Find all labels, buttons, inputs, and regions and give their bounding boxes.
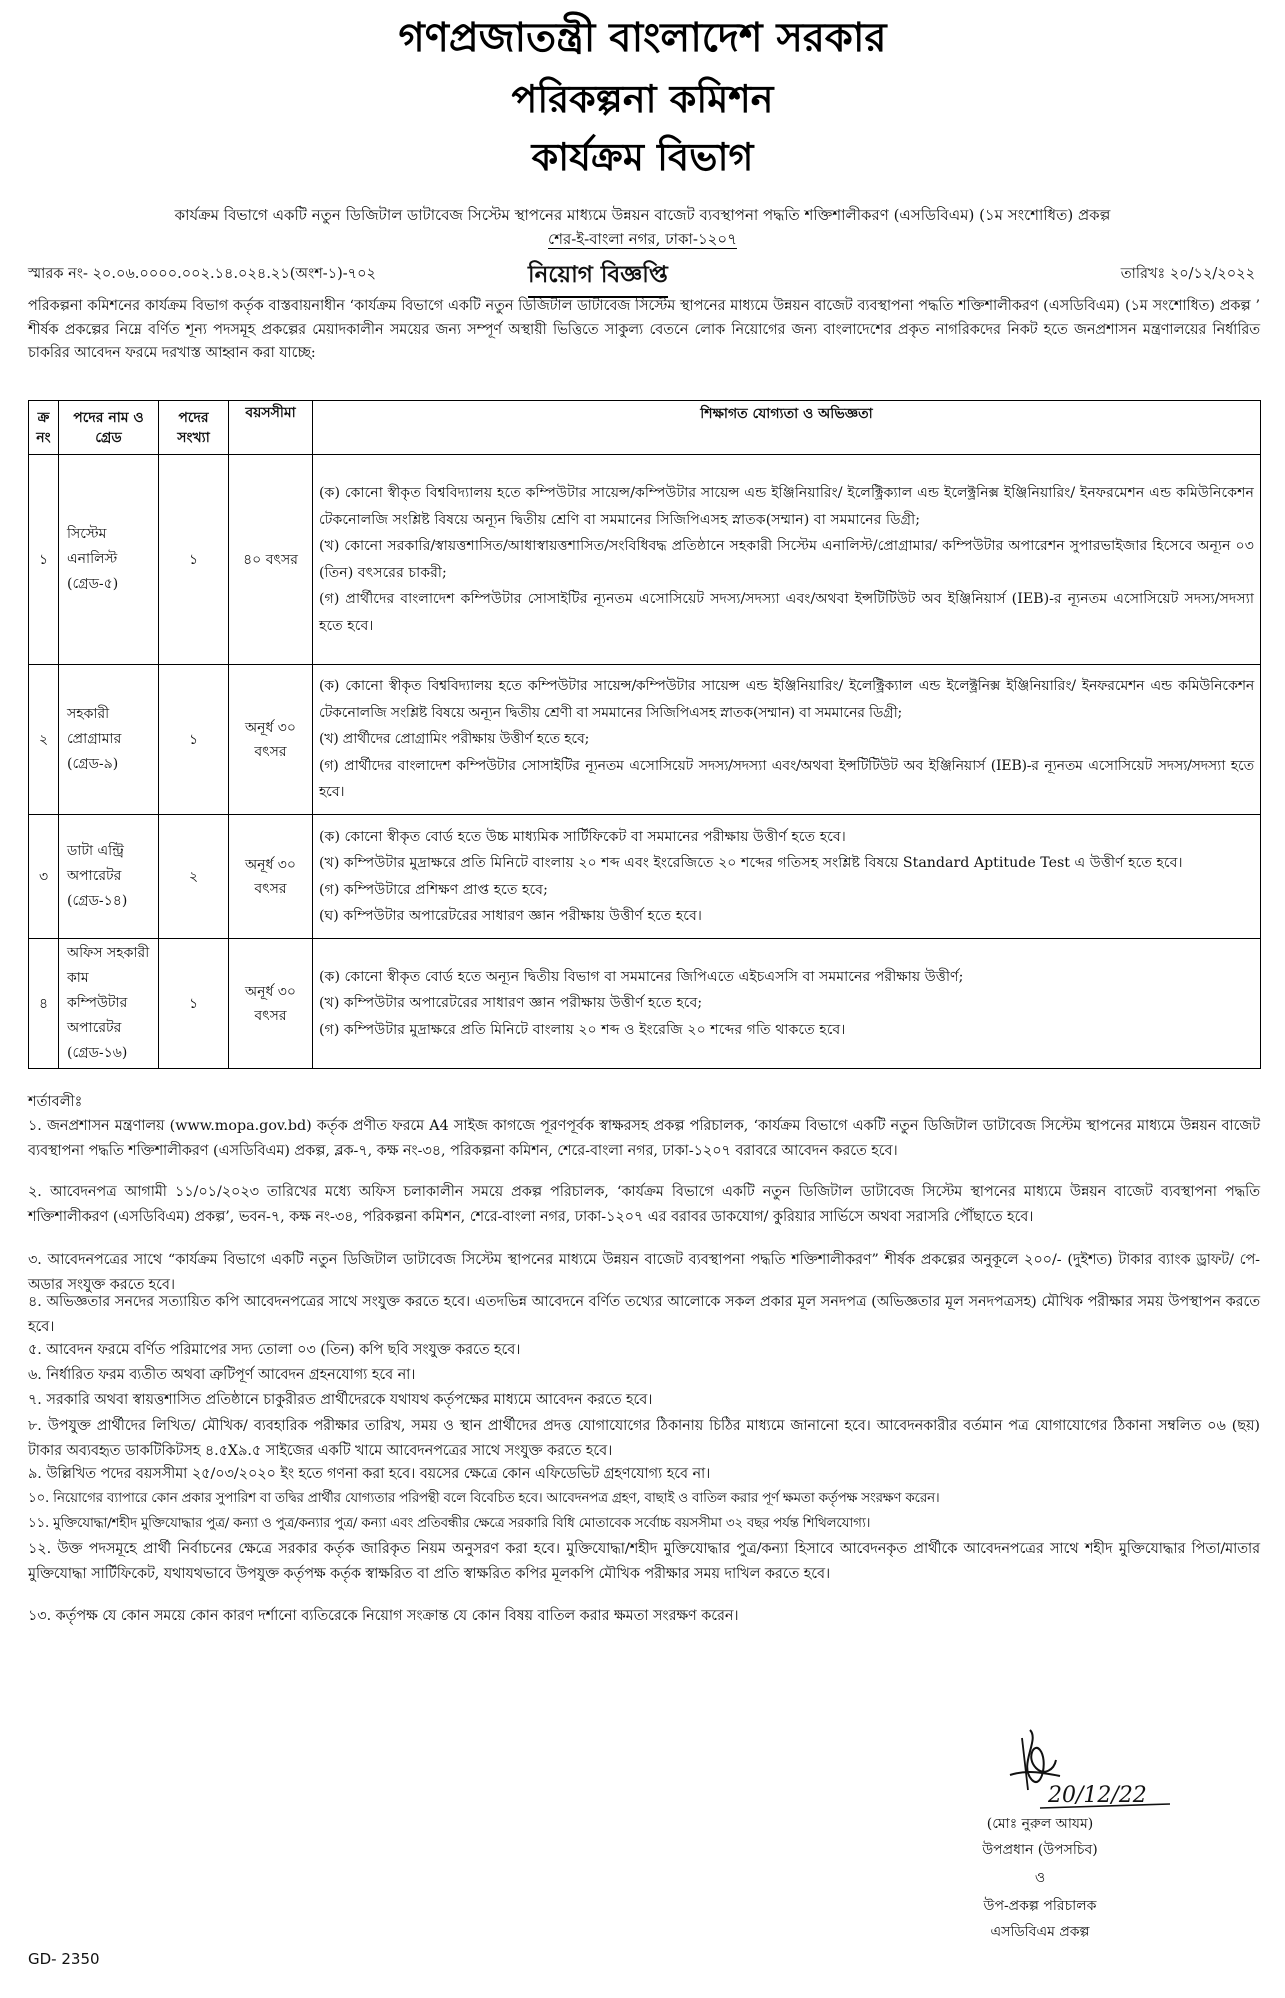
- signatory-and: ও: [1034, 1870, 1046, 1886]
- condition-item: ৬. নির্ধারিত ফরম ব্যতীত অথবা ত্রুটিপূর্ণ আবেদন গ্রহনযোগ্য হবে না।: [28, 1367, 416, 1383]
- address: [0, 228, 1285, 253]
- division-title: কার্যক্রম বিভাগ: [531, 135, 754, 179]
- post-line: (গ্রেড-১৪): [67, 893, 128, 909]
- row-count: ২: [159, 815, 229, 939]
- condition-item: ৭. সরকারি অথবা স্বায়ত্তশাসিত প্রতিষ্ঠানে চাকুরীরত প্রার্থীদেরকে যথাযথ কর্তৃপক্ষের মাধ্যমে আবেদন করতে হবে।: [28, 1392, 653, 1408]
- signatory-designation: উপপ্রধান (উপসচিব): [982, 1842, 1098, 1858]
- table-header-row: [29, 401, 1261, 455]
- post-line: অফিস সহকারী: [67, 945, 150, 961]
- condition-item: ৫. আবেদন ফরমে বর্ণিত পরিমাপের সদ্য তোলা ০৩ (তিন) কপি ছবি সংযুক্ত করতে হবে।: [28, 1342, 521, 1358]
- conditions-title: শর্তাবলীঃ: [28, 1094, 83, 1110]
- requirement-item: (ঘ) কম্পিউটার অপারেটরের সাধারণ জ্ঞান পরীক্ষায় উত্তীর্ণ হতে হবে।: [319, 908, 702, 924]
- row-post: [59, 815, 159, 939]
- requirement-item: (ক) কোনো স্বীকৃত বিশ্ববিদ্যালয় হতে কম্পিউটার সায়েন্স/কম্পিউটার সায়েন্স এন্ড ইঞ্জিনিয়ারিং/ ইলেক্ট্রিক্যাল এন্ড ইলেক্ট্রনিক্স ইঞ্জিনিয়ারিং/ ইনফরমেশন এন্ড কমিউনিকেশন টেকনোলজি সংশ্লিষ্ট বিষয়ে অন্যূন দ্বিতীয় শ্রেণি বা সমমানের সিজিপিএসহ স্নাতক(সম্মান) বা সমমানের ডিগ্রী;: [319, 485, 1254, 528]
- post-line: এনালিস্ট: [67, 551, 118, 567]
- condition-item: ২. আবেদনপত্র আগামী ১১/০১/২০২৩ তারিখের মধ্যে অফিস চলাকালীন সময়ে প্রকল্প পরিচালক, ‘কার্যক্রম বিভাগে একটি নতুন ডিজিটাল ডাটাবেজ সিস্টেম স্থাপনের মাধ্যমে উন্নয়ন বাজেট ব্যবস্থাপনা পদ্ধতি শক্তিশালীকরণ (এসডিবিএম) প্রকল্প’, ভবন-৭, কক্ষ নং-৩৪, পরিকল্পনা কমিশন, শেরে-বাংলা নগর, ঢাকা-১২০৭ এর বরাবর ডাকযোগ/ কুরিয়ার সার্ভিসে অথবা সরাসরি পৌঁছাতে হবে।: [28, 1184, 1260, 1225]
- condition-item: ৪. অভিজ্ঞতার সনদের সত্যায়িত কপি আবেদনপত্রের সাথে সংযুক্ত করতে হবে। এতদভিন্ন আবেদনে বর্ণিত তথ্যের আলোকে সকল প্রকার মূল সনদপত্র (অভিজ্ঞতার মূল সনদপত্রসহ) মৌখিক পরীক্ষার সময় উপস্থাপন করতে হবে।: [28, 1294, 1260, 1335]
- signatory-name: (মোঃ নুরুল আযম): [986, 1816, 1094, 1832]
- header-requirements: শিক্ষাগত যোগ্যতা ও অভিজ্ঞতা: [313, 401, 1261, 455]
- signature-image: [970, 1720, 1190, 1815]
- post-line: (গ্রেড-৯): [67, 756, 119, 772]
- requirement-item: (গ) কম্পিউটার মুদ্রাক্ষরে প্রতি মিনিটে বাংলায় ২০ শব্দ ও ইংরেজি ২০ শব্দের গতি থাকতে হবে।: [319, 1021, 846, 1038]
- post-line: (গ্রেড-৫): [67, 576, 119, 592]
- row-age: [229, 815, 313, 939]
- table-row: [29, 665, 1261, 815]
- condition-item: ১১. মুক্তিযোদ্ধা/শহীদ মুক্তিযোদ্ধার পুত্র/ কন্যা ও পুত্র/কন্যার পুত্র/ কন্যা এবং প্রতিবন্ধীর ক্ষেত্রে সরকারি বিধি মোতাবেক সর্বোচ্চ বয়সসীমা ৩২ বছর পর্যন্ত শিথিলযোগ্য।: [28, 1516, 871, 1531]
- intro-paragraph: পরিকল্পনা কমিশনের কার্যক্রম বিভাগ কর্তৃক বাস্তবায়নাধীন ‘কার্যক্রম বিভাগে একটি নতুন ডিজিটাল ডাটাবেজ সিস্টেম স্থাপনের মাধ্যমে উন্নয়ন বাজেট ব্যবস্থাপনা পদ্ধতি শক্তিশালীকরণ (এসডিবিএম) (১ম সংশোধিত) প্রকল্প ’ শীর্ষক প্রকল্পের নিম্নে বর্ণিত শূন্য পদসমূহ প্রকল্পের মেয়াদকালীন সময়ের জন্য সম্পূর্ণ অস্থায়ী ভিত্তিতে সাকুল্য বেতনে লোক নিয়োগের জন্য বাংলাদেশের প্রকৃত নাগরিকদের নিকট হতে জনপ্রশাসন মন্ত্রণালয়ের নির্ধারিত চাকরির আবেদন ফরমে দরখাস্ত আহ্বান করা যাচ্ছে:: [28, 298, 1260, 361]
- row-serial: ২: [29, 665, 59, 815]
- post-line: প্রোগ্রামার: [67, 731, 122, 747]
- row-requirements: [313, 939, 1261, 1069]
- job-table: [28, 400, 1261, 1069]
- post-line: কম্পিউটার: [67, 995, 128, 1011]
- row-age: [229, 665, 313, 815]
- age-line: বৎসর: [254, 1007, 287, 1024]
- condition-item: ৯. উল্লিখিত পদের বয়সসীমা ২৫/০৩/২০২০ ইং হতে গণনা করা হবে। বয়সের ক্ষেত্রে কোন এফিডেভিট গ্রহণযোগ্য হবে না।: [28, 1466, 711, 1482]
- signatory-project: এসডিবিএম প্রকল্প: [990, 1924, 1090, 1940]
- condition-item: ৮. উপযুক্ত প্রার্থীদের লিখিত/ মৌখিক/ ব্যবহারিক পরীক্ষার তারিখ, সময় ও স্থান প্রার্থীদের প্রদত্ত যোগাযোগের ঠিকানায় চিঠির মাধ্যমে জানানো হবে। আবেদনকারীর বর্তমান পত্র যোগাযোগের ঠিকানা সম্বলিত ০৬ (ছয়) টাকার অব্যবহৃত ডাকটিকিটসহ ৪.৫X৯.৫ সাইজের একটি খামে আবেদনপত্রের সাথে সংযুক্ত করতে হবে।: [28, 1418, 1260, 1459]
- requirement-item: (ক) কোনো স্বীকৃত বোর্ড হতে অন্যূন দ্বিতীয় বিভাগ বা সমমানের জিপিএতে এইচএসসি বা সমমানের পরীক্ষায় উত্তীর্ণ;: [319, 968, 964, 985]
- row-count: ১: [159, 665, 229, 815]
- notice-date: তারিখঃ ২০/১২/২০২২: [1120, 266, 1255, 282]
- requirement-item: (গ) প্রার্থীদের বাংলাদেশ কম্পিউটার সোসাইটির ন্যূনতম এসোসিয়েট সদস্য/সদস্যা এবং/অথবা ইন্সটিটিউট অব ইঞ্জিনিয়ার্স (IEB)-র ন্যূনতম এসোসিয়েট সদস্য/সদস্যা হতে হবে।: [319, 757, 1254, 801]
- requirement-item: (ক) কোনো স্বীকৃত বোর্ড হতে উচ্চ মাধ্যমিক সার্টিফিকেট বা সমমানের পরীক্ষায় উত্তীর্ণ হতে হবে।: [319, 828, 846, 845]
- row-requirements: [313, 665, 1261, 815]
- requirement-item: (খ) কম্পিউটার অপারেটরের সাধারণ জ্ঞান পরীক্ষায় উত্তীর্ণ হতে হবে;: [319, 995, 703, 1012]
- condition-item: ৩. আবেদনপত্রের সাথে “কার্যক্রম বিভাগে একটি নতুন ডিজিটাল ডাটাবেজ সিস্টেম স্থাপনের মাধ্যমে উন্নয়ন বাজেট ব্যবস্থাপনা পদ্ধতি শক্তিশালীকরণ” শীর্ষক প্রকল্পের অনুকূলে ২০০/- (দুইশত) টাকার ব্যাংক ড্রাফট/ পে-অডার সংযুক্ত করতে হবে।: [28, 1252, 1260, 1293]
- header-serial: ক্র নং: [29, 401, 59, 455]
- signatory-role: উপ-প্রকল্প পরিচালক: [983, 1898, 1097, 1914]
- requirement-item: (খ) কোনো সরকারি/স্বায়ত্তশাসিত/আধাস্বায়ত্তশাসিত/সংবিধিবদ্ধ প্রতিষ্ঠানে সহকারী সিস্টেম এনালিস্ট/প্রোগ্রামার/ কম্পিউটার অপারেশন সুপারভাইজার হিসেবে অন্যূন ০৩ (তিন) বৎসরের চাকরী;: [319, 538, 1254, 581]
- post-line: (গ্রেড-১৬): [67, 1045, 128, 1061]
- signature-date: 20/12/22: [1048, 1783, 1147, 1808]
- requirement-item: (খ) কম্পিউটার মুদ্রাক্ষরে প্রতি মিনিটে বাংলায় ২০ শব্দ এবং ইংরেজিতে ২০ শব্দের গতিসহ সংশ্লিষ্ট বিষয়ে Standard Aptitude Test এ উত্তীর্ণ হতে হবে।: [319, 855, 1183, 871]
- memo-number: স্মারক নং- ২০.০৬.০০০০.০০২.১৪.০২৪.২১(অংশ-১)-৭০২: [28, 266, 376, 282]
- post-line: কাম: [67, 970, 89, 986]
- commission-title: পরিকল্পনা কমিশন: [511, 77, 774, 121]
- post-line: অপারেটর: [67, 868, 122, 884]
- age-line: অনূর্ধ ৩০: [245, 719, 296, 736]
- post-line: সহকারী: [67, 706, 110, 722]
- condition-item: ১২. উক্ত পদসমূহে প্রার্থী নির্বাচনের ক্ষেত্রে সরকার কর্তৃক জারিকৃত নিয়ম অনুসরণ করা হবে। মুক্তিযোদ্ধা/শহীদ মুক্তিযোদ্ধার পুত্র/কন্যা হিসাবে আবেদনকৃত প্রার্থীকে আবেদনপত্রের সাথে শহীদ মুক্তিযোদ্ধার পিতা/মাতার মুক্তিযোদ্ধা সার্টিফিকেট, যথাযথভাবে উপযুক্ত কর্তৃপক্ষ কর্তৃক স্বাক্ষরিত বা প্রতি স্বাক্ষরিত কপির মূলকপি মৌখিক পরীক্ষার সময় দাখিল করতে হবে।: [28, 1541, 1260, 1582]
- footer-code: GD- 2350: [28, 1950, 100, 1968]
- government-title: গণপ্রজাতন্ত্রী বাংলাদেশ সরকার: [398, 15, 887, 61]
- requirement-item: (গ) কম্পিউটারে প্রশিক্ষণ প্রাপ্ত হতে হবে;: [319, 881, 548, 898]
- row-serial: ৩: [29, 815, 59, 939]
- requirement-item: (গ) প্রার্থীদের বাংলাদেশ কম্পিউটার সোসাইটির ন্যূনতম এসোসিয়েট সদস্য/সদস্যা এবং/অথবা ইন্সটিটিউট অব ইঞ্জিনিয়ার্স (IEB)-র ন্যূনতম এসোসিয়েট সদস্য/সদস্যা হতে হবে।: [319, 591, 1254, 634]
- header-count: পদের সংখ্যা: [159, 401, 229, 455]
- job-table-body: [29, 455, 1261, 1069]
- condition-item: ১. জনপ্রশাসন মন্ত্রণালয় (www.mopa.gov.bd) কর্তৃক প্রণীত ফরমে A4 সাইজ কাগজে পূরণপূর্বক স্বাক্ষরসহ প্রকল্প পরিচালক, ‘কার্যক্রম বিভাগে একটি নতুন ডিজিটাল ডাটাবেজ সিস্টেম স্থাপনের মাধ্যমে উন্নয়ন বাজেট ব্যবস্থাপনা পদ্ধতি শক্তিশালীকরণ (এসডিবিএম) প্রকল্প, ব্লক-৭, কক্ষ নং-৩৪, পরিকল্পনা কমিশন, শেরে-বাংলা নগর, ঢাকা-১২০৭ বরাবরে আবেদন করতে হবে।: [28, 1118, 1260, 1159]
- address-text: শের-ই-বাংলা নগর, ঢাকা-১২০৭: [548, 230, 737, 248]
- requirement-item: (ক) কোনো স্বীকৃত বিশ্ববিদ্যালয় হতে কম্পিউটার সায়েন্স/কম্পিউটার সায়েন্স এন্ড ইঞ্জিনিয়ারিং/ ইলেক্ট্রিক্যাল এন্ড ইলেক্ট্রনিক্স ইঞ্জিনিয়ারিং/ ইনফরমেশন এন্ড কমিউনিকেশন টেকনোলজি সংশ্লিষ্ট বিষয়ে অন্যূন দ্বিতীয় শ্রেণী বা সমমানের সিজিপিএসহ স্নাতক(সম্মান) বা সমমানের ডিগ্রী;: [319, 678, 1254, 721]
- age-line: ৪০ বৎসর: [243, 551, 298, 568]
- notice-title: নিয়োগ বিজ্ঞপ্তি: [528, 256, 668, 298]
- row-serial: ১: [29, 455, 59, 665]
- header-post: পদের নাম ও গ্রেড: [59, 401, 159, 455]
- row-post: [59, 939, 159, 1069]
- row-age: [229, 455, 313, 665]
- age-line: বৎসর: [254, 880, 287, 897]
- post-line: ডাটা এন্ট্রি: [67, 843, 124, 859]
- post-line: সিস্টেম: [67, 526, 107, 542]
- row-count: ১: [159, 939, 229, 1069]
- row-post: [59, 665, 159, 815]
- header-age: বয়সসীমা: [229, 401, 313, 455]
- project-name: কার্যক্রম বিভাগে একটি নতুন ডিজিটাল ডাটাবেজ সিস্টেম স্থাপনের মাধ্যমে উন্নয়ন বাজেট ব্যবস্থাপনা পদ্ধতি শক্তিশালীকরণ (এসডিবিএম) (১ম সংশোধিত) প্রকল্প: [174, 206, 1111, 224]
- row-serial: ৪: [29, 939, 59, 1069]
- age-line: বৎসর: [254, 743, 287, 760]
- condition-item: ১৩. কর্তৃপক্ষ যে কোন সময়ে কোন কারণ দর্শানো ব্যতিরেকে নিয়োগ সংক্রান্ত যে কোন বিষয় বাতিল করার ক্ষমতা সংরক্ষণ করেন।: [28, 1608, 739, 1624]
- age-line: অনূর্ধ ৩০: [245, 856, 296, 873]
- table-row: [29, 455, 1261, 665]
- row-requirements: [313, 815, 1261, 939]
- post-line: অপারেটর: [67, 1020, 122, 1036]
- row-count: ১: [159, 455, 229, 665]
- row-post: [59, 455, 159, 665]
- table-row: [29, 815, 1261, 939]
- row-age: [229, 939, 313, 1069]
- age-line: অনূর্ধ ৩০: [245, 983, 296, 1000]
- condition-item: ১০. নিয়োগের ব্যাপারে কোন প্রকার সুপারিশ বা তদ্বির প্রার্থীর যোগ্যতার পরিপন্থী বলে বিবেচিত হবে। আবেদনপত্র গ্রহণ, বাছাই ও বাতিল করার পূর্ণ ক্ষমতা কর্তৃপক্ষ সংরক্ষণ করেন।: [28, 1491, 940, 1506]
- table-row: [29, 939, 1261, 1069]
- row-requirements: [313, 455, 1261, 665]
- requirement-item: (খ) প্রার্থীদের প্রোগ্রামিং পরীক্ষায় উত্তীর্ণ হতে হবে;: [319, 731, 590, 748]
